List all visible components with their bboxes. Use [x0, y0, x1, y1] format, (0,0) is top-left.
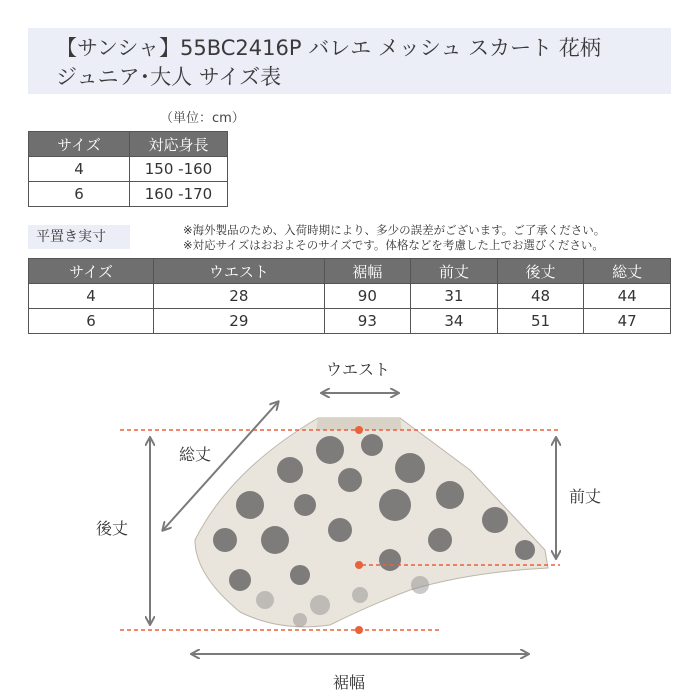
table-cell: 48	[497, 284, 584, 309]
table-cell: 47	[584, 309, 671, 334]
table-cell: 31	[411, 284, 498, 309]
table-cell: 34	[411, 309, 498, 334]
table-cell: 28	[154, 284, 324, 309]
table-cell: 44	[584, 284, 671, 309]
header-waist: ウエスト	[154, 259, 324, 284]
measure-point	[355, 561, 363, 569]
product-subtitle: ジュニア･大人 サイズ表	[56, 65, 282, 89]
table-cell: 4	[29, 157, 130, 182]
header-hem: 裾幅	[324, 259, 411, 284]
table-cell: 6	[29, 182, 130, 207]
table-cell: 4	[29, 284, 154, 309]
hem-width-label: 裾幅	[333, 673, 366, 692]
header-total: 総丈	[584, 259, 671, 284]
header-back: 後丈	[497, 259, 584, 284]
total-length-label: 総丈	[179, 445, 212, 464]
table-cell: 160 -170	[130, 182, 228, 207]
table-cell: 29	[154, 309, 324, 334]
header-front: 前丈	[411, 259, 498, 284]
header-height: 対応身長	[130, 132, 228, 157]
measure-point	[355, 426, 363, 434]
note-line: ※対応サイズはおおよそのサイズです。体格などを考慮した上でお選びください。	[183, 238, 604, 252]
waist-label: ウエスト	[326, 360, 391, 379]
note-line: ※海外製品のため、入荷時期により、多少の誤差がございます。ご了承ください。	[183, 223, 606, 237]
measure-point	[355, 626, 363, 634]
unit-label: （単位：cm）	[160, 111, 245, 126]
product-title: 【サンシャ】55BC2416P バレエ メッシュ スカート 花柄	[56, 36, 601, 60]
header-size: サイズ	[29, 259, 154, 284]
table-cell: 150 -160	[130, 157, 228, 182]
table-cell: 51	[497, 309, 584, 334]
front-length-label: 前丈	[569, 487, 602, 506]
header-size: サイズ	[29, 132, 130, 157]
flat-measure-label: 平置き実寸	[28, 225, 130, 249]
table-cell: 90	[324, 284, 411, 309]
back-length-label: 後丈	[96, 519, 129, 538]
table-cell: 93	[324, 309, 411, 334]
table-cell: 6	[29, 309, 154, 334]
